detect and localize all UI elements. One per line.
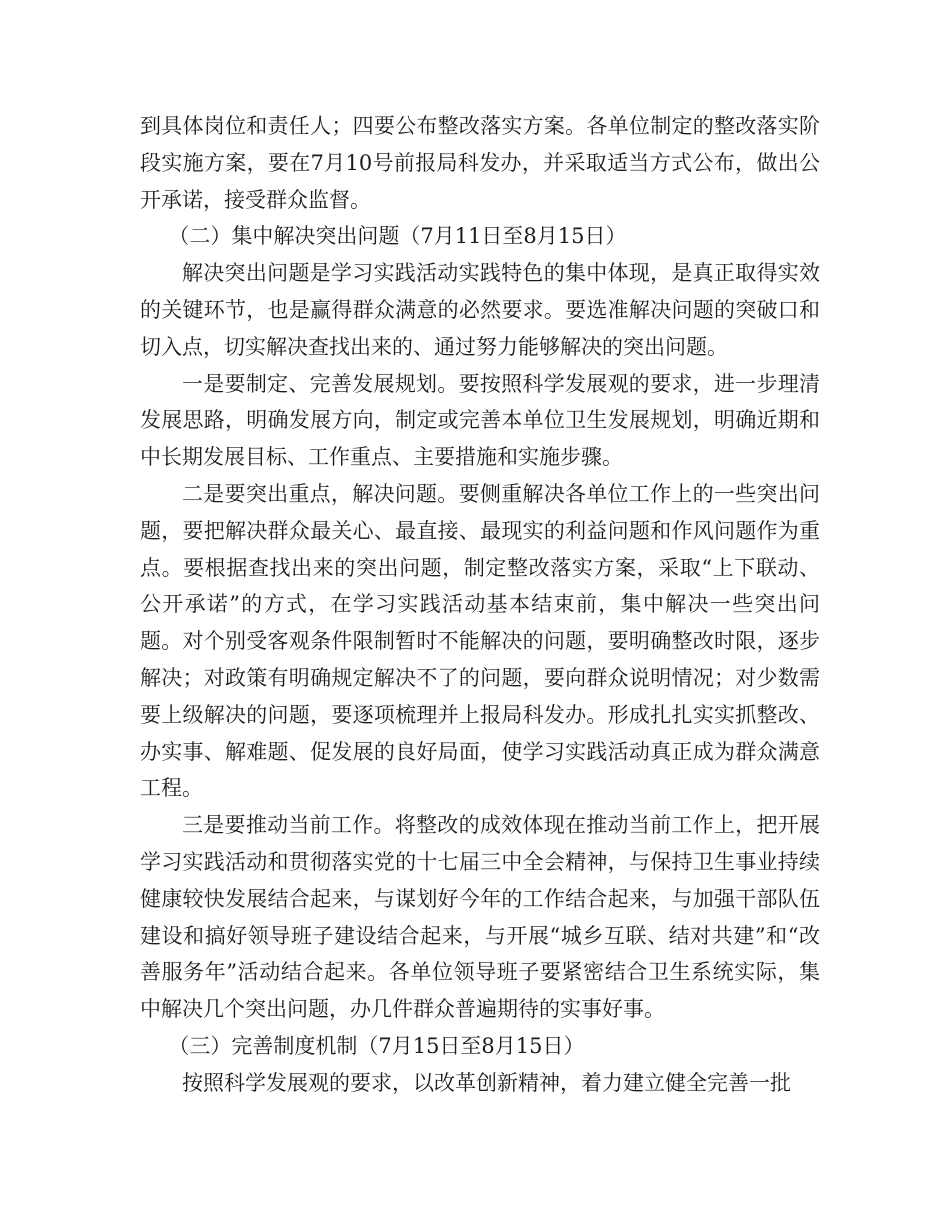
document-page [140, 108, 820, 1102]
paragraph-intro: 解决突出问题是学习实践活动实践特色的集中体现，是真正取得实效的关键环节，也是赢得群众满意的必然要求。要选准解决问题的突破口和切入点，切实解决查找出来的、通过努力能够解决的突出问题。 [140, 261, 820, 359]
section-heading-3: （三）完善制度机制（7月15日至8月15日） [168, 1033, 585, 1058]
paragraph-continuation: 到具体岗位和责任人；四要公布整改落实方案。各单位制定的整改落实阶段实施方案，要在7月10号前报局科发办，并采取适当方式公布，做出公开承诺，接受群众监督。 [140, 114, 820, 212]
section-heading-2: （二）集中解决突出问题（7月11日至8月15日） [168, 224, 627, 249]
paragraph-point-3: 三是要推动当前工作。将整改的成效体现在推动当前工作上，把开展学习实践活动和贯彻落实党的十七届三中全会精神，与保持卫生事业持续健康较快发展结合起来，与谋划好今年的工作结合起来，与加强干部队伍建设和搞好领导班子建设结合起来，与开展“城乡互联、结对共建”和“改善服务年”活动结合起来。各单位领导班子要紧密结合卫生系统实际，集中解决几个突出问题，办几件群众普遍期待的实事好事。 [140, 813, 820, 1022]
paragraph-final: 按照科学发展观的要求，以改革创新精神，着力建立健全完善一批 [182, 1070, 791, 1095]
paragraph-point-2: 二是要突出重点，解决问题。要侧重解决各单位工作上的一些突出问题，要把解决群众最关心、最直接、最现实的利益问题和作风问题作为重点。要根据查找出来的突出问题，制定整改落实方案，采取“上下联动、公开承诺”的方式，在学习实践活动基本结束前，集中解决一些突出问题。对个别受客观条件限制暂时不能解决的问题，要明确整改时限，逐步解决；对政策有明确规定解决不了的问题，要向群众说明情况；对少数需要上级解决的问题，要逐项梳理并上报局科发办。形成扎扎实实抓整改、办实事、解难题、促发展的良好局面，使学习实践活动真正成为群众满意工程。 [140, 481, 820, 801]
paragraph-point-1: 一是要制定、完善发展规划。要按照科学发展观的要求，进一步理清发展思路，明确发展方向，制定或完善本单位卫生发展规划，明确近期和中长期发展目标、工作重点、主要措施和实施步骤。 [140, 371, 820, 470]
